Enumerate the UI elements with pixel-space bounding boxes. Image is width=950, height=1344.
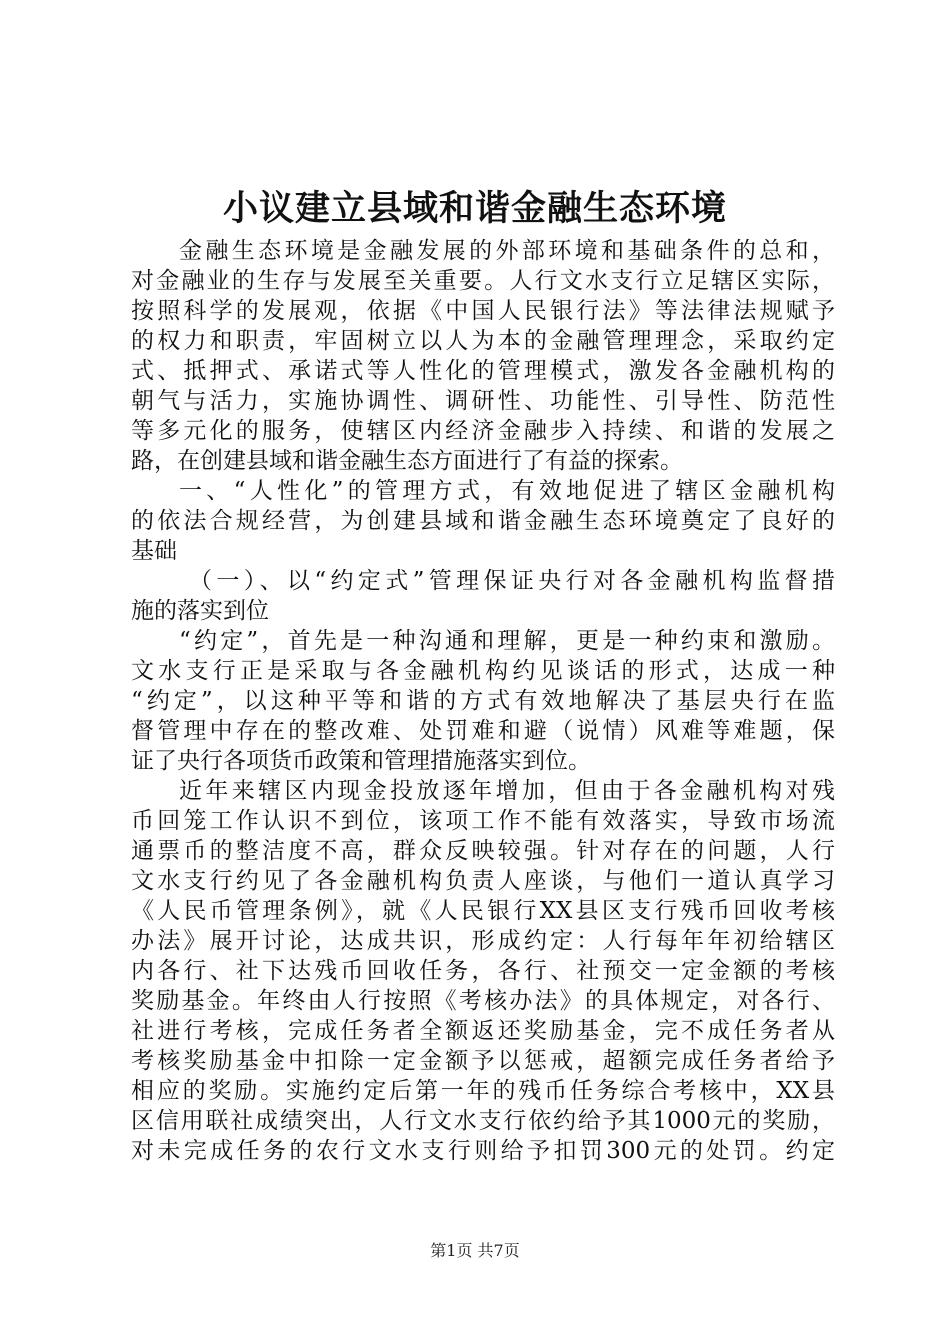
text-line: 通票币的整洁度不高，群众反映较强。针对存在的问题，人行 <box>131 838 835 864</box>
text-line: “约定”，以这种平等和谐的方式有效地解决了基层央行在监 <box>131 688 835 714</box>
text-line: 的权力和职责，牢固树立以人为本的金融管理理念，采取约定 <box>131 328 835 354</box>
subsection-heading-line: （一）、以“约定式”管理保证央行对各金融机构监督措 <box>189 568 835 594</box>
subsection-heading-line: 施的落实到位 <box>131 598 269 624</box>
text-line: 对未完成任务的农行文水支行则给予扣罚300元的处罚。约定 <box>131 1138 835 1164</box>
text-line: 路，在创建县域和谐金融生态方面进行了有益的探索。 <box>131 448 683 474</box>
text-line: “约定”，首先是一种沟通和理解，更是一种约束和激励。 <box>179 628 835 654</box>
section-heading-line: 一、“人性化”的管理方式，有效地促进了辖区金融机构 <box>179 478 835 504</box>
text-line: 币回笼工作认识不到位，该项工作不能有效落实，导致市场流 <box>131 808 835 834</box>
text-line: 内各行、社下达残币回收任务，各行、社预交一定金额的考核 <box>131 958 835 984</box>
page-number-footer: 第1页 共7页 <box>430 1241 520 1260</box>
text-line: 督管理中存在的整改难、处罚难和避（说情）风难等难题，保 <box>131 718 835 744</box>
text-line: 考核奖励基金中扣除一定金额予以惩戒，超额完成任务者给予 <box>131 1048 835 1074</box>
text-line: 《人民币管理条例》，就《人民银行XX县区支行残币回收考核 <box>131 898 835 924</box>
text-line: 式、抵押式、承诺式等人性化的管理模式，激发各金融机构的 <box>131 358 835 384</box>
text-line: 文水支行正是采取与各金融机构约见谈话的形式，达成一种 <box>131 658 835 684</box>
text-line: 区信用联社成绩突出，人行文水支行依约给予其1000元的奖励， <box>131 1108 835 1134</box>
text-line: 社进行考核，完成任务者全额返还奖励基金，完不成任务者从 <box>131 1018 835 1044</box>
text-line: 证了央行各项货币政策和管理措施落实到位。 <box>131 748 591 774</box>
text-line: 朝气与活力，实施协调性、调研性、功能性、引导性、防范性 <box>131 388 835 414</box>
document-title: 小议建立县域和谐金融生态环境 <box>222 188 727 229</box>
text-line: 相应的奖励。实施约定后第一年的残币任务综合考核中，XX县 <box>131 1078 835 1104</box>
section-heading-line: 基础 <box>131 538 177 564</box>
text-line: 对金融业的生存与发展至关重要。人行文水支行立足辖区实际， <box>131 268 835 294</box>
text-line: 等多元化的服务，使辖区内经济金融步入持续、和谐的发展之 <box>131 418 835 444</box>
text-line: 近年来辖区内现金投放逐年增加，但由于各金融机构对残 <box>179 778 835 804</box>
text-line: 文水支行约见了各金融机构负责人座谈，与他们一道认真学习 <box>131 868 835 894</box>
text-line: 办法》展开讨论，达成共识，形成约定：人行每年年初给辖区 <box>131 928 835 954</box>
text-line: 按照科学的发展观，依据《中国人民银行法》等法律法规赋予 <box>131 298 835 324</box>
text-line: 奖励基金。年终由人行按照《考核办法》的具体规定，对各行、 <box>131 988 835 1014</box>
text-line: 金融生态环境是金融发展的外部环境和基础条件的总和， <box>179 238 835 264</box>
section-heading-line: 的依法合规经营，为创建县域和谐金融生态环境奠定了良好的 <box>131 508 835 534</box>
document-body <box>131 236 835 1166</box>
